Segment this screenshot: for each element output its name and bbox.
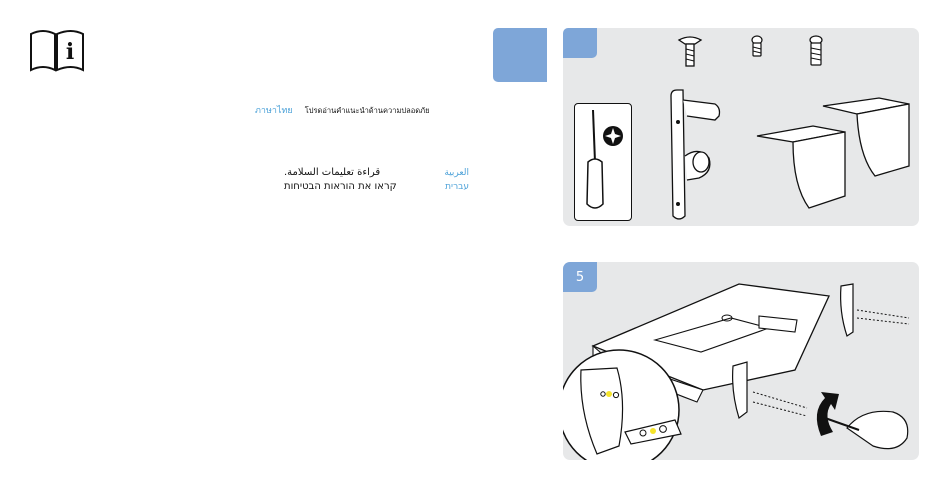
arabic-safety-row [284,167,469,178]
stand-legs-drawing [753,96,913,214]
info-manual-icon [27,26,87,74]
step-number-badge: 5 [563,262,597,292]
screw-icon [675,32,705,70]
assembly-drawing [563,262,919,460]
screwdriver-icon [575,104,631,220]
step-number-badge [563,28,597,58]
assembly-panel [563,262,919,460]
svg-text:i: i [65,39,75,65]
screwdriver-card [574,103,632,221]
screw-icon [807,34,825,70]
parts-panel [563,28,919,226]
language-label-arabic: العربية [444,168,469,178]
step-tab-marker [493,28,547,82]
screw-icon [749,34,765,64]
wall-bracket-drawing [663,86,733,226]
safety-text-thai: โปรดอ่านคำแนะนำด้านความปลอดภัย [304,106,430,115]
safety-text-hebrew: קראו את הוראות הבטיחות [284,181,397,192]
safety-text-arabic: قراءة تعليمات السلامة. [284,167,381,178]
language-label-thai: ภาษาไทย [255,106,293,116]
language-label-hebrew: עברית [445,182,469,192]
thai-safety-row [255,103,429,117]
hebrew-safety-row [284,181,469,192]
